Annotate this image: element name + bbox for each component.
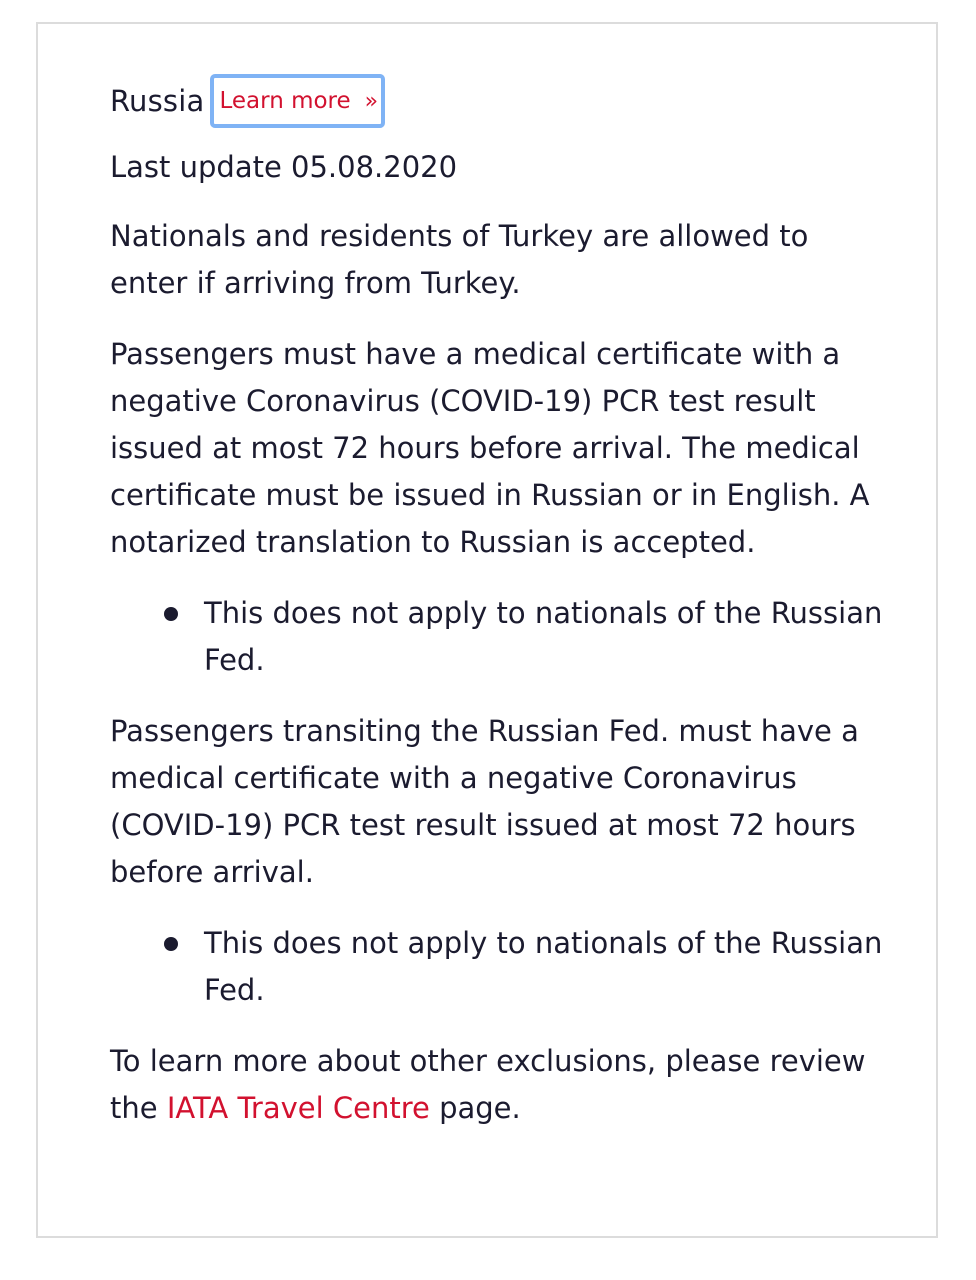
chevron-right-icon: » — [364, 88, 376, 114]
learn-more-label: Learn more — [219, 88, 351, 114]
last-update-text: Last update 05.08.2020 — [110, 150, 458, 184]
paragraph-transit: Passengers transiting the Russian Fed. must have a medical certificate with a negative Coronavirus (COVID-19) PCR test result issued at most 72 hours before arrival. — [110, 714, 859, 889]
paragraph-learn-more — [110, 1038, 890, 1132]
learn-more-prefix: To learn more about other exclusions, please review the — [110, 1044, 866, 1125]
iata-travel-centre-link[interactable]: IATA Travel Centre — [166, 1091, 430, 1125]
card-content — [110, 74, 890, 1132]
paragraph-medical-certificate: Passengers must have a medical certificate with a negative Coronavirus (COVID-19) PCR test result issued at most 72 hours before arrival. The medical certificate must be issued in Russian or in English. A notarized translation to Russian is accepted. — [110, 337, 870, 559]
list-item — [204, 590, 890, 684]
exemption-list — [110, 590, 890, 684]
list-item-text: This does not apply to nationals of the Russian Fed. — [204, 596, 883, 677]
bullet-icon — [164, 937, 178, 951]
bullet-icon — [164, 607, 178, 621]
transit-exemption-list — [110, 920, 890, 1014]
learn-more-suffix: page. — [429, 1091, 521, 1125]
info-card — [36, 22, 938, 1238]
country-title: Russia — [110, 84, 205, 118]
list-item — [204, 920, 890, 1014]
learn-more-link[interactable] — [210, 74, 385, 128]
list-item-text: This does not apply to nationals of the Russian Fed. — [204, 926, 883, 1007]
card-header — [110, 74, 890, 128]
paragraph-nationals: Nationals and residents of Turkey are allowed to enter if arriving from Turkey. — [110, 219, 809, 300]
